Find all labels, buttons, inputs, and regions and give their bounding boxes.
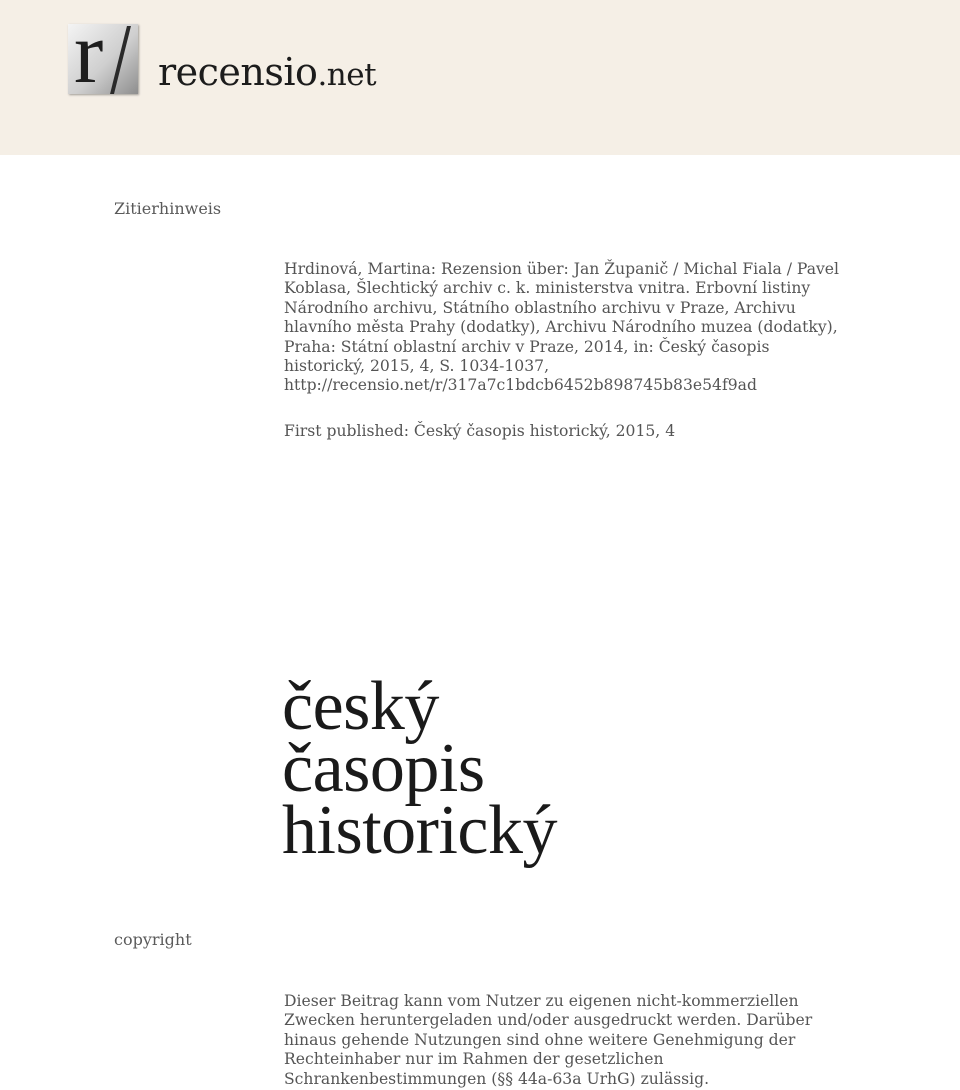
citation-text: Hrdinová, Martina: Rezension über: Jan Županič / Michal Fiala / Pavel Koblasa, Šlechtický archiv c. k. ministerstva vnitra. Erbovní listiny Národního archivu, Státního oblastního archivu v Praze, Archivu hlavního města Prahy (dodatky), Archivu Národního muzea (dodatky), Praha: Státní oblastní archiv v Praze, 2014, in: Český časopis historický, 2015, 4, S. 1034-1037, http://recensio.net/r/317a7c1bdcb6452b898745b83e54f9ad bbox=[284, 260, 840, 395]
logo-slash-mark bbox=[109, 26, 131, 94]
logo-tld: .net bbox=[317, 57, 377, 93]
journal-logo-line-2: časopis bbox=[282, 730, 485, 807]
site-logo-wordmark[interactable] bbox=[158, 50, 376, 97]
citation-label: Zitierhinweis bbox=[114, 199, 222, 218]
journal-logo bbox=[282, 668, 702, 869]
recensio-logo-icon[interactable] bbox=[68, 24, 138, 94]
first-published-text: First published: Český časopis historický, 2015, 4 bbox=[284, 422, 676, 440]
copyright-label: copyright bbox=[114, 930, 192, 949]
logo-letter: r bbox=[74, 24, 104, 94]
journal-logo-line-1: český bbox=[282, 668, 439, 745]
journal-logo-line-3: historický bbox=[282, 792, 557, 869]
site-header bbox=[0, 0, 960, 155]
logo-name: recensio bbox=[158, 50, 318, 94]
copyright-notice: Dieser Beitrag kann vom Nutzer zu eigenen nicht-kommerziellen Zwecken heruntergeladen und/oder ausgedruckt werden. Darüber hinaus gehende Nutzungen sind ohne weitere Genehmigung der Rechteinhaber nur im Rahmen der gesetzlichen Schrankenbestimmungen (§§ 44a-63a UrhG) zulässig. bbox=[284, 992, 813, 1088]
